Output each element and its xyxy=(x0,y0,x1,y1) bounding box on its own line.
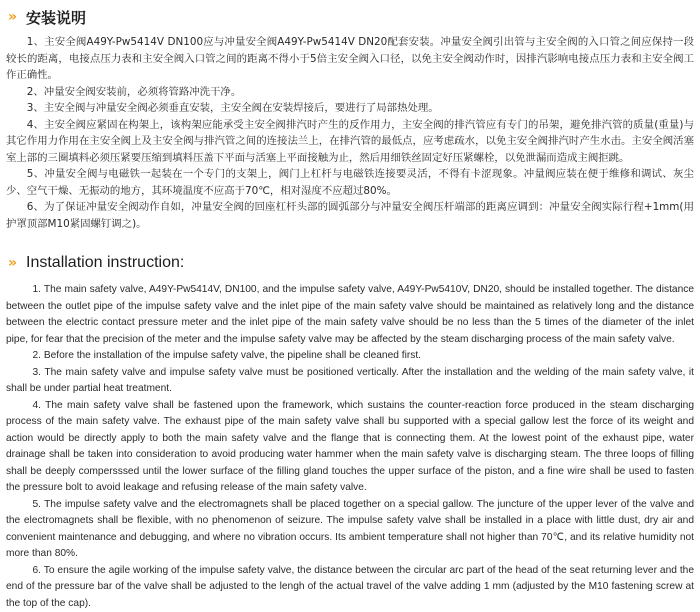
english-paragraph-1: 1. The main safety valve, A49Y-Pw5414V, DN100, and the impulse safety valve, A49Y-Pw5410V, DN20, should be installed together. The distance between the outlet pipe of the impulse safety valve and the inlet pipe of the main safety valve should be maintained as relatively long and the distance between the electric contact pressure meter and the inlet pipe of the main safety valve should be no less than the 5 times of the diameter of the inlet pipe, for fear that the precision of the meter and the impulse safety valve may be affected by the steam discharging process of the main safety valve. xyxy=(6,282,694,348)
double-chevron-right-icon: » xyxy=(8,255,26,271)
chinese-body xyxy=(0,30,700,232)
english-paragraph-2: 2. Before the installation of the impulse safety valve, the pipeline shall be cleaned first. xyxy=(6,348,694,365)
chinese-paragraph-1: 1、主安全阀A49Y-Pw5414V DN100应与冲量安全阀A49Y-Pw5414V DN20配套安装。冲量安全阀引出管与主安全阀的入口管之间应保持一段较长的距离，电接点压力表和主安全阀入口管之间的距离不得小于5倍主安全阀入口径，以免主安全阀动作时，因排汽影响电接点压力表和主安全阀工作正确性。 xyxy=(6,34,694,84)
chinese-title: 安装说明 xyxy=(26,7,86,28)
chinese-heading xyxy=(0,4,700,30)
english-body xyxy=(0,276,700,612)
english-heading xyxy=(0,250,700,276)
chinese-paragraph-6: 6、为了保证冲量安全阀动作自如，冲量安全阀的回座杠杆头部的圆弧部分与冲量安全阀压杆端部的距离应调到：冲量安全阀实际行程+1mm(用护罩顶部M10紧固螺钉调之)。 xyxy=(6,199,694,232)
english-title: Installation instruction: xyxy=(26,254,184,272)
english-paragraph-3: 3. The main safety valve and impulse safety valve must be positioned vertically. After the installation and the welding of the main safety valve, it shall be under partial heat treatment. xyxy=(6,365,694,398)
chinese-paragraph-4: 4、主安全阀应紧固在构架上，该构架应能承受主安全阀排汽时产生的反作用力，主安全阀的排汽管应有专门的吊架，避免排汽管的质量(重量)与其它作用力作用在主安全阀上及主安全阀与排汽管之间的连接法兰上，在排汽管的最低点，应考虑疏水，以免主安全阀排汽时产生水击。主安全阀活塞室上部的三圈填料必须压紧要压缩到填料压盖下平面与活塞上平面接触为止，然后用细铁丝固定好压紧螺栓，以免泄漏而造成主阀拒跳。 xyxy=(6,117,694,167)
chinese-paragraph-5: 5、冲量安全阀与电磁铁一起装在一个专门的支架上，阀门上杠杆与电磁铁连接要灵活，不得有卡涩现象。冲量阀应装在便于维修和调试、灰尘少、空气干燥、无振动的地方，其环境温度不应高于70℃，相对湿度不应超过80%。 xyxy=(6,166,694,199)
english-paragraph-4: 4. The main safety valve shall be fastened upon the framework, which sustains the counter-reaction force produced in the steam discharging process of the main safety valve. The exhaust pipe of the main safety valve shall bu supported with a special gallow lest the force of its weight and action would be directly apply to both the main safety valve and the flange that is connecting them. At the lowest point of the exhaust pipe, water drainage shall be taken into consideration to avoid producing water hammer when the main safety valve is discharging steam. The three loops of filling shall be deeply compersssed until the lower surface of the filling gland touches the upper surface of the piston, and a fine wire shall be used to fasten the pressure bolt to avoid leakage and refusing release of the main safety valve. xyxy=(6,398,694,497)
english-section xyxy=(0,250,700,612)
chinese-paragraph-2: 2、冲量安全阀安装前，必须将管路冲洗干净。 xyxy=(6,84,694,101)
chinese-paragraph-3: 3、主安全阀与冲量安全阀必须垂直安装，主安全阀在安装焊接后，要进行了局部热处理。 xyxy=(6,100,694,117)
english-paragraph-6: 6. To ensure the agile working of the impulse safety valve, the distance between the circular arc part of the head of the seat returning lever and the end of the pressure bar of the valve shall be adjusted to the lengh of the actual travel of the valve adding 1 mm (adjusted by the M10 fastening screw at the top of the cap). xyxy=(6,563,694,612)
double-chevron-right-icon: » xyxy=(8,9,26,25)
chinese-section xyxy=(0,4,700,232)
english-paragraph-5: 5. The impulse safety valve and the electromagnets shall be placed together on a special gallow. The juncture of the upper lever of the valve and the electromagnets shall be flexible, with no phenomenon of seizure. The impulse safety valve shall be installed in a place with little dust, dry air and convenient maintenance and debugging, and where no vibration occurs. Its ambient temperature shall not higher than 70℃, and its relative humidity not more than 80%. xyxy=(6,497,694,563)
